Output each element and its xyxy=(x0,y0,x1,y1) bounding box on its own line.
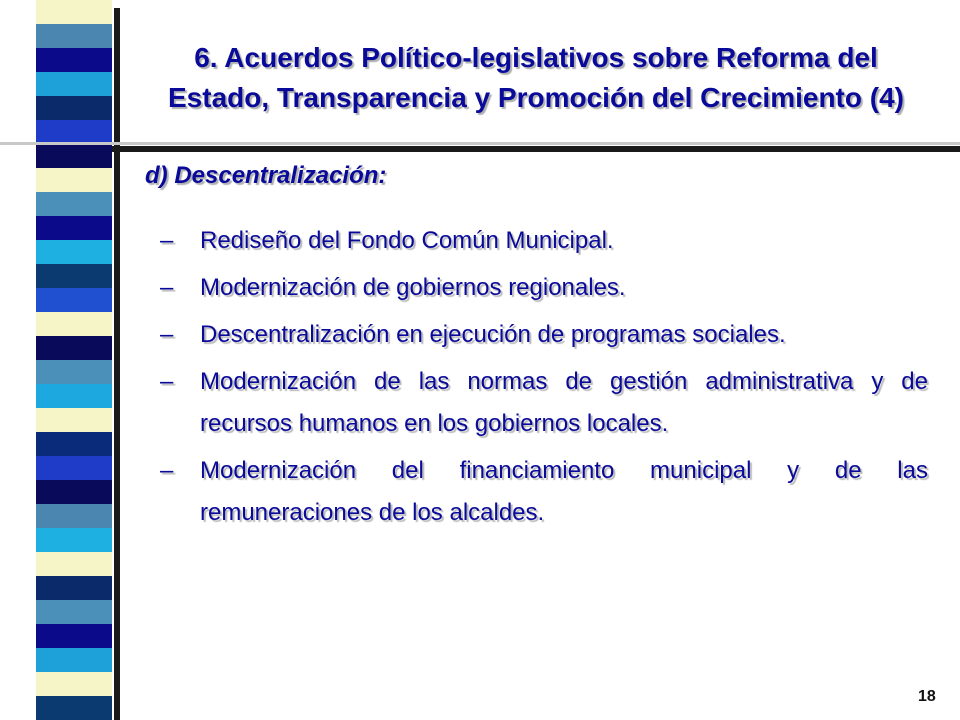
stripe-segment xyxy=(36,528,112,552)
stripe-segment xyxy=(36,168,112,192)
stripe-segment xyxy=(36,624,112,648)
slide-title-line-1: 6. Acuerdos Político-legislativos sobre Reforma del xyxy=(194,42,878,73)
list-item xyxy=(160,450,928,534)
list-item xyxy=(160,361,928,445)
stripe-segment xyxy=(36,576,112,600)
section-subtitle: d) Descentralización: xyxy=(145,162,387,189)
stripe-segment xyxy=(36,696,112,720)
stripe-segment xyxy=(36,144,112,168)
stripe-segment xyxy=(36,48,112,72)
stripe-segment xyxy=(36,96,112,120)
stripe-segment xyxy=(36,672,112,696)
bullet-dash: – xyxy=(160,227,174,254)
stripe-segment xyxy=(36,504,112,528)
bullet-list xyxy=(160,220,928,539)
stripe-segment xyxy=(36,384,112,408)
stripe-segment xyxy=(36,432,112,456)
list-item-text: Rediseño del Fondo Común Municipal. xyxy=(200,227,614,254)
stripe-segment xyxy=(36,480,112,504)
slide-title xyxy=(112,38,960,118)
stripe-segment xyxy=(36,24,112,48)
bullet-dash: – xyxy=(160,274,174,301)
stripe-segment xyxy=(36,120,112,144)
bullet-dash: – xyxy=(160,321,174,348)
stripe-segment xyxy=(36,72,112,96)
stripe-segment xyxy=(36,240,112,264)
stripe-segment xyxy=(36,192,112,216)
stripe-segment xyxy=(36,408,112,432)
list-item-text: Modernización de las normas de gestión administrativa y de recursos humanos en los gobiernos locales. xyxy=(200,368,928,437)
title-underline-light xyxy=(0,142,960,145)
stripe-segment xyxy=(36,264,112,288)
bullet-dash: – xyxy=(160,457,174,484)
stripe-segment xyxy=(36,288,112,312)
bullet-dash: – xyxy=(160,368,174,395)
stripe-segment xyxy=(36,552,112,576)
list-item xyxy=(160,220,928,262)
list-item-text: Modernización del financiamiento municipal y de las remuneraciones de los alcaldes. xyxy=(200,457,928,526)
stripe-segment xyxy=(36,456,112,480)
page-number: 18 xyxy=(918,688,936,705)
stripe-segment xyxy=(36,0,112,24)
slide-title-line-2: Estado, Transparencia y Promoción del Crecimiento (4) xyxy=(168,82,904,113)
stripe-segment xyxy=(36,216,112,240)
list-item-text: Descentralización en ejecución de programas sociales. xyxy=(200,321,786,348)
stripe-segment xyxy=(36,336,112,360)
stripe-segment xyxy=(36,360,112,384)
stripe-segment xyxy=(36,648,112,672)
list-item xyxy=(160,267,928,309)
stripe-segment xyxy=(36,312,112,336)
decorative-stripe-bar xyxy=(36,0,112,720)
list-item xyxy=(160,314,928,356)
list-item-text: Modernización de gobiernos regionales. xyxy=(200,274,626,301)
title-underline xyxy=(112,146,960,152)
stripe-segment xyxy=(36,600,112,624)
